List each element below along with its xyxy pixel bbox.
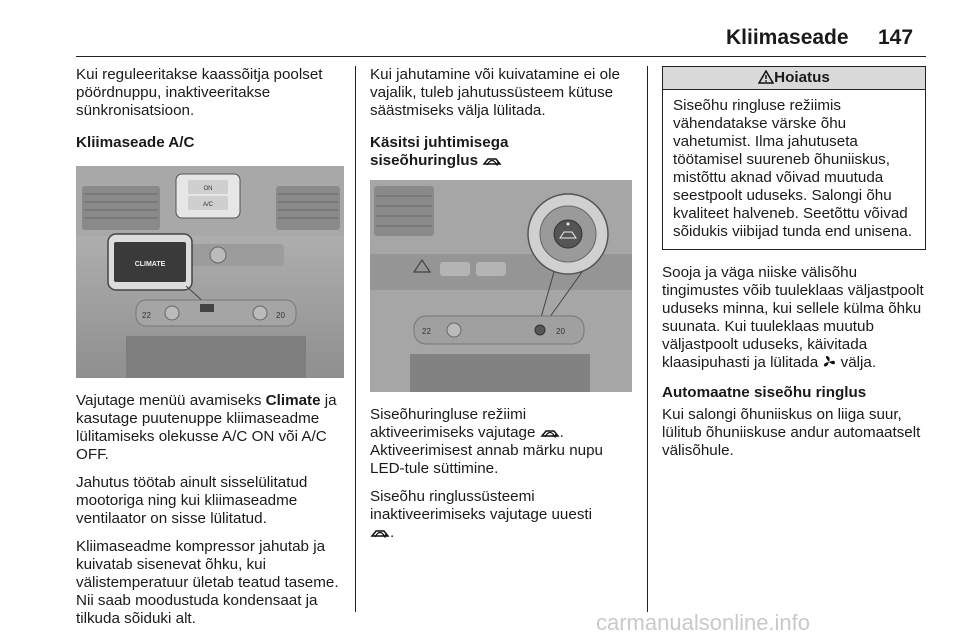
warning-header — [663, 67, 925, 90]
paragraph-deactivate — [370, 488, 634, 542]
temp-left-label: 22 — [142, 311, 151, 320]
temp-right-label: 20 — [276, 311, 285, 320]
column-divider-1 — [355, 66, 356, 612]
recirculation-icon — [482, 155, 502, 167]
fogging-text-post: välja. — [836, 354, 877, 371]
recirculation-icon — [540, 427, 560, 439]
paragraph-switch-off: Kui jahutamine või kuivatamine ei ole vajalik, tuleb jahutussüsteem kütuse säästmiseks välja lülitada. — [370, 66, 620, 119]
page-header-title: Kliimaseade — [726, 26, 849, 49]
deactivate-text-post: . — [390, 524, 395, 541]
paragraph-climate-menu — [76, 392, 344, 464]
header-rule — [76, 56, 926, 57]
paragraph-cooling: Jahutus töötab ainult sisselülitatud mootoriga ning kui kliimaseadme ventilaator on sisse lülitatud. — [76, 474, 308, 527]
fogging-text-pre: Sooja ja väga niiske välisõhu tingimustes võib tuuleklaas väljastpoolt uduseks minna, kui sellele külma õhku suunata. Kui tuuleklaas muutub väljastpoolt uduseks, käivitada klaasipuhasti ja lülitada — [662, 264, 924, 371]
paragraph-auto-recirculation: Kui salongi õhuniiskus on liiga suur, lülitub õhuniiskuse andur automaatselt välisõhule. — [662, 406, 921, 459]
column-1 — [76, 66, 344, 638]
paragraph-fogging — [662, 264, 926, 372]
fan-icon — [822, 355, 836, 369]
heading-auto-recirculation: Automaatne siseõhu ringlus — [662, 384, 867, 401]
activate-text-pre: Siseõhuringluse režiimi aktiveerimiseks vajutage — [370, 406, 540, 441]
paragraph-sync: Kui reguleeritakse kaassõitja poolset pöördnuppu, inaktiveeritakse sünkronisatsioon. — [76, 66, 323, 119]
recirculation-icon — [370, 527, 390, 539]
heading-recirculation-line2: siseõhuringlus — [370, 152, 479, 169]
climate-menu-text-post: ja kasutage puutenuppe kliimaseadme lülitamiseks olekusse A/C ON või A/C OFF. — [76, 392, 337, 463]
deactivate-text: Siseõhu ringlussüsteemi inaktiveerimiseks vajutage uuesti — [370, 488, 593, 523]
page-number: 147 — [878, 26, 914, 49]
paragraph-activate — [370, 406, 634, 478]
ac-button-label: A/C — [202, 202, 214, 208]
column-divider-2 — [647, 66, 648, 612]
paragraph-compressor: Kliimaseadme kompressor jahutab ja kuivatab sisenevat õhku, kui välistemperatuur ületab teatud taseme. Nii saab moodustuda kondensaat ja tilkuda sõiduki alt. — [76, 538, 339, 627]
air-vent-right — [276, 186, 340, 230]
warning-body: Siseõhu ringluse režiimis vähendatakse värske õhu vahetumist. Ilma jahutuseta töötamisel suureneb õhuniiskus, mistõttu aknad võivad muutuda seestpoolt uduseks. Salongi õhu kvaliteet halveneb. Seetõttu võivad sõidukis viibijad tunda end unisena. — [673, 97, 912, 240]
column-3 — [662, 66, 926, 470]
column-2 — [370, 66, 634, 552]
ac-dashboard-figure — [76, 166, 344, 378]
temp-right-label: 20 — [556, 327, 565, 336]
air-vent-left — [374, 186, 434, 236]
air-vent-left — [82, 186, 160, 230]
climate-menu-keyword: Climate — [265, 392, 321, 409]
warning-box — [662, 66, 926, 250]
watermark: carmanualsonline.info — [596, 610, 811, 635]
recirculation-dashboard-figure — [370, 180, 632, 392]
heading-recirculation-line1: Käsitsi juhtimisega — [370, 134, 509, 151]
heading-recirculation — [370, 134, 634, 170]
climate-screen-label: CLIMATE — [134, 261, 166, 268]
warning-triangle-icon — [758, 70, 774, 84]
climate-menu-text-pre: Vajutage menüü avamiseks — [76, 392, 266, 409]
warning-title: Hoiatus — [774, 69, 830, 86]
on-button-label: ON — [203, 186, 213, 192]
activate-text-post: . Aktiveerimisest annab märku nupu LED-tule süttimine. — [370, 424, 603, 477]
heading-ac: Kliimaseade A/C — [76, 134, 195, 151]
temp-left-label: 22 — [422, 327, 431, 336]
